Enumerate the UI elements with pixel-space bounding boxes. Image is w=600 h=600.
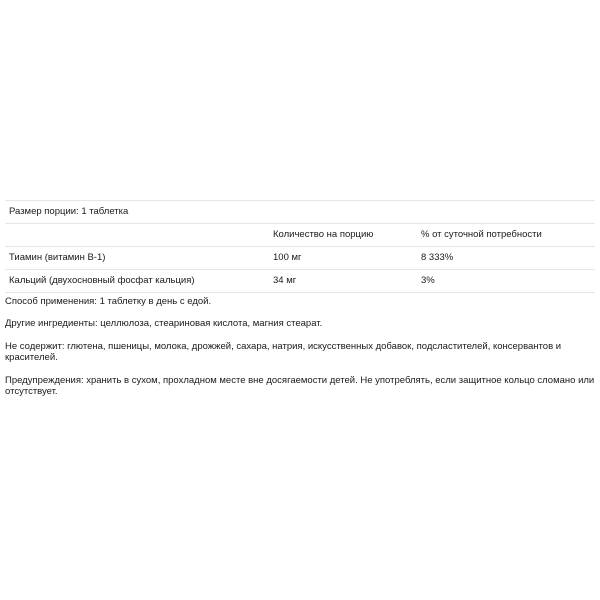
warnings-text: Предупреждения: хранить в сухом, прохладном месте вне досягаемости детей. Не употреблять, если защитное кольцо сломано или отсутствует. <box>5 374 595 397</box>
nutrient-daily-value: 8 333% <box>421 252 454 264</box>
serving-size-row <box>5 200 595 223</box>
header-daily-value: % от суточной потребности <box>421 229 542 241</box>
nutrient-name: Тиамин (витамин B-1) <box>9 252 106 264</box>
nutrient-amount: 100 мг <box>273 252 302 264</box>
header-amount: Количество на порцию <box>273 229 374 241</box>
usage-text: Способ применения: 1 таблетку в день с едой. <box>5 296 212 307</box>
free-of-text: Не содержит: глютена, пшеницы, молока, дрожжей, сахара, натрия, искусственных добавок, подсластителей, консервантов и красителей. <box>5 340 562 364</box>
other-ingredients-text: Другие ингредиенты: целлюлоза, стеариновая кислота, магния стеарат. <box>5 318 323 330</box>
table-row <box>5 269 595 293</box>
supplement-facts-table <box>5 200 595 293</box>
header-row <box>5 223 595 246</box>
nutrient-amount: 34 мг <box>273 275 297 287</box>
nutrient-name: Кальций (двухосновный фосфат кальция) <box>9 275 195 287</box>
serving-size: Размер порции: 1 таблетка <box>9 206 129 218</box>
product-notes <box>5 296 595 409</box>
nutrient-daily-value: 3% <box>421 275 435 287</box>
table-row <box>5 246 595 269</box>
